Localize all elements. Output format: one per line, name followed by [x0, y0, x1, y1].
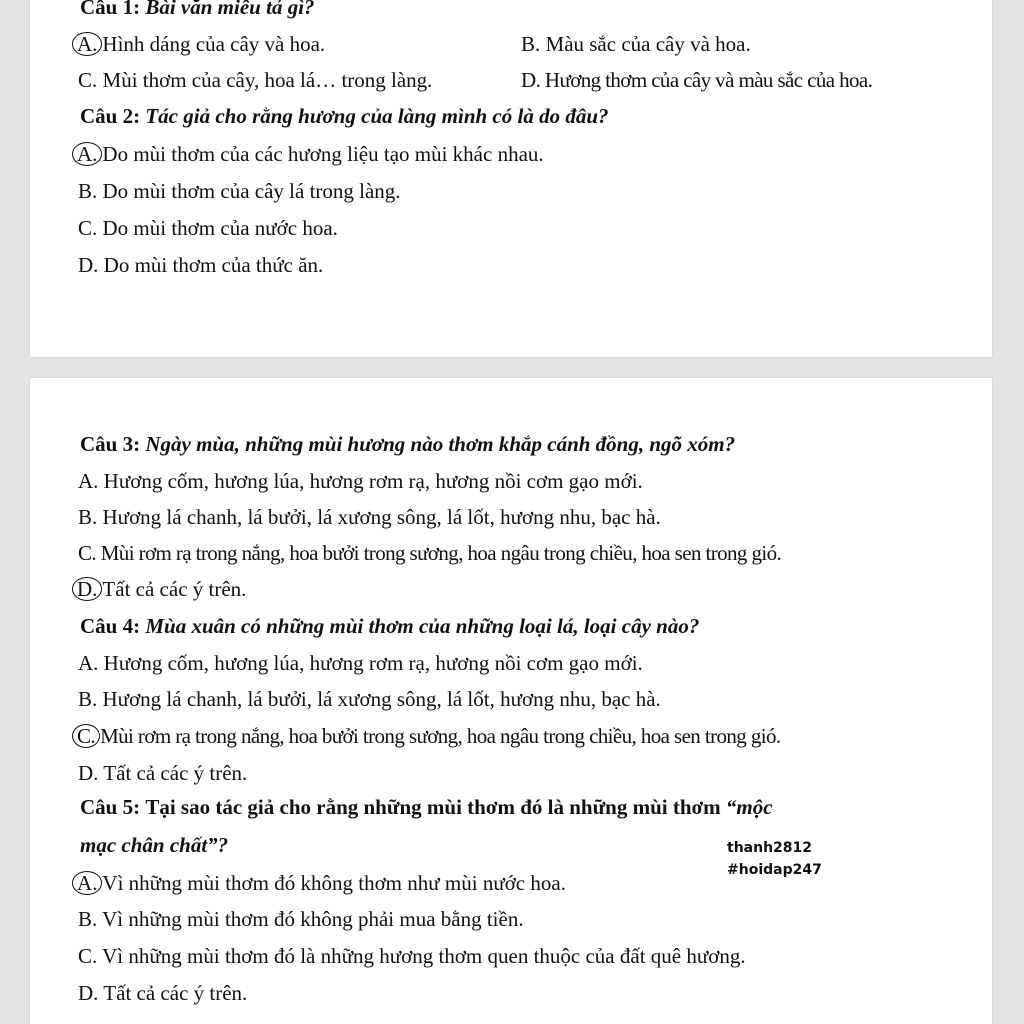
selected-answer-circle: C.: [72, 724, 100, 748]
question-label: Câu 5:: [80, 795, 141, 819]
selected-answer-circle: D.: [72, 577, 102, 601]
q2-option-a: A. Do mùi thơm của các hương liệu tạo mùi khác nhau.: [78, 142, 544, 166]
question-text: Bài văn miêu tả gì?: [145, 0, 315, 19]
question-text-italic: mạc chân chất”?: [80, 833, 229, 857]
q4-option-a: A. Hương cốm, hương lúa, hương rơm rạ, hương nồi cơm gạo mới.: [78, 651, 643, 675]
question-label: Câu 4:: [80, 614, 141, 638]
q2-option-d: D. Do mùi thơm của thức ăn.: [78, 253, 324, 277]
question-text: Tại sao tác giả cho rằng những mùi thơm đó là những mùi thơm: [145, 795, 721, 819]
q1-option-d: D. Hương thơm của cây và màu sắc của hoa.: [521, 68, 873, 92]
q5-option-a: A. Vì những mùi thơm đó không thơm như mùi nước hoa.: [78, 871, 566, 895]
question-5: [80, 795, 773, 819]
question-2: [80, 104, 609, 128]
watermark-username: thanh2812: [727, 840, 813, 856]
watermark-hashtag: #hoidap247: [727, 862, 822, 878]
q3-option-b: B. Hương lá chanh, lá bưởi, lá xương sông, lá lốt, hương nhu, bạc hà.: [78, 505, 661, 529]
question-3: [80, 432, 735, 456]
q4-option-b: B. Hương lá chanh, lá bưởi, lá xương sông, lá lốt, hương nhu, bạc hà.: [78, 687, 661, 711]
question-4: [80, 614, 699, 638]
q2-option-c: C. Do mùi thơm của nước hoa.: [78, 216, 338, 240]
question-label: Câu 2:: [80, 104, 141, 128]
q5-option-c: C. Vì những mùi thơm đó là những hương thơm quen thuộc của đất quê hương.: [78, 944, 746, 968]
question-text: Mùa xuân có những mùi thơm của những loại lá, loại cây nào?: [145, 614, 700, 638]
question-text-italic: “mộc: [725, 795, 773, 819]
selected-answer-circle: A.: [72, 32, 102, 56]
selected-answer-circle: A.: [72, 142, 102, 166]
document-page-2: [30, 378, 992, 1024]
question-5-continued: [80, 833, 228, 857]
q5-option-b: B. Vì những mùi thơm đó không phải mua bằng tiền.: [78, 907, 524, 931]
q4-option-c: C. Mùi rơm rạ trong nắng, hoa bưởi trong sương, hoa ngâu trong chiều, hoa sen trong gió.: [78, 724, 781, 748]
q1-option-a: A. Hình dáng của cây và hoa.: [78, 32, 325, 56]
q3-option-d: D. Tất cả các ý trên.: [78, 577, 246, 601]
q3-option-a: A. Hương cốm, hương lúa, hương rơm rạ, hương nồi cơm gạo mới.: [78, 469, 643, 493]
q3-option-c: C. Mùi rơm rạ trong nắng, hoa bưởi trong sương, hoa ngâu trong chiều, hoa sen trong gió.: [78, 541, 782, 565]
q5-option-d: D. Tất cả các ý trên.: [78, 981, 248, 1005]
q2-option-b: B. Do mùi thơm của cây lá trong làng.: [78, 179, 401, 203]
question-1: [80, 0, 315, 19]
q1-option-b: B. Màu sắc của cây và hoa.: [521, 32, 751, 56]
q4-option-d: D. Tất cả các ý trên.: [78, 761, 248, 785]
question-label: Câu 3:: [80, 432, 141, 456]
question-text: Ngày mùa, những mùi hương nào thơm khắp cánh đồng, ngõ xóm?: [145, 432, 736, 456]
question-label: Câu 1:: [80, 0, 141, 19]
question-text: Tác giả cho rằng hương của làng mình có là do đâu?: [145, 104, 609, 128]
selected-answer-circle: A.: [72, 871, 102, 895]
document-page-1: [30, 0, 992, 357]
q1-option-c: C. Mùi thơm của cây, hoa lá… trong làng.: [78, 68, 433, 92]
